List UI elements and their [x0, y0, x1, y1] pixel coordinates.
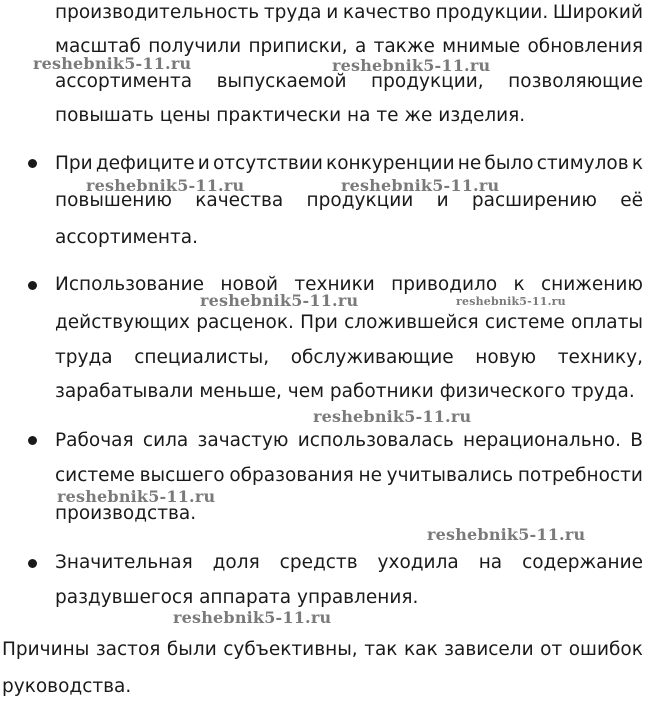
bullet-icon — [28, 559, 37, 568]
word: зачастую — [197, 430, 289, 451]
word: доля — [212, 552, 260, 573]
word: При — [300, 312, 338, 333]
word: сложившейся — [344, 312, 479, 333]
word: специалисты, — [134, 347, 270, 368]
word: качества — [195, 190, 284, 211]
word: техники — [294, 274, 375, 295]
word: Рабочая — [55, 430, 134, 451]
watermark: reshebnik5-11.ru — [86, 176, 245, 195]
word: продукции, — [371, 71, 484, 92]
text-line — [55, 586, 418, 610]
word: снижению — [540, 274, 643, 295]
watermark: reshebnik5-11.ru — [57, 487, 216, 506]
word: субъективны, — [223, 639, 358, 660]
word: застоя — [95, 639, 161, 660]
word: и — [326, 2, 339, 23]
text-line — [55, 104, 525, 128]
word: мнимые — [442, 36, 521, 57]
word: использовалась — [297, 430, 454, 451]
word: обновления — [527, 36, 643, 57]
word: на — [478, 552, 503, 573]
word: позволяющие — [508, 71, 643, 92]
word: ассортимента — [55, 71, 193, 92]
word: стимулов — [536, 153, 629, 174]
word: не — [457, 153, 482, 174]
text-line — [55, 1, 643, 25]
text-line — [55, 226, 198, 250]
word: её — [620, 190, 643, 211]
word: технику, — [557, 347, 643, 368]
word: учитывались — [386, 465, 514, 486]
watermark: reshebnik5-11.ru — [313, 407, 472, 426]
word: продукции. — [435, 2, 549, 23]
word: и — [436, 190, 449, 211]
word: нерационально. — [463, 430, 621, 451]
word: В — [630, 430, 643, 451]
watermark: reshebnik5-11.ru — [173, 608, 332, 627]
word: образования — [229, 465, 354, 486]
word: к — [631, 153, 643, 174]
word: дефиците — [95, 153, 195, 174]
word: масштаб — [55, 36, 141, 57]
word: Использование — [55, 274, 205, 295]
text-line — [55, 464, 643, 488]
watermark: reshebnik5-11.ru — [427, 525, 586, 544]
word: оплаты — [571, 312, 643, 333]
text-line — [55, 311, 643, 335]
word: были — [166, 639, 217, 660]
word: высшего — [139, 465, 225, 486]
word: к — [513, 274, 525, 295]
word: Широкий — [552, 2, 643, 23]
word: расценок. — [196, 312, 294, 333]
word: Причины — [2, 639, 90, 660]
word: отсутствии — [212, 153, 323, 174]
word: конкуренции — [326, 153, 455, 174]
text-line-content: зарабатывали меньше, чем работники физического труда. — [55, 381, 635, 402]
word: ошибок — [568, 639, 643, 660]
word: Значительная — [55, 552, 193, 573]
text-line — [2, 675, 131, 699]
word: было — [484, 153, 534, 174]
word: труда — [263, 2, 322, 23]
word: не — [358, 465, 382, 486]
text-line — [55, 429, 643, 453]
text-line-content: руководства. — [2, 676, 132, 697]
word: продукции — [306, 190, 414, 211]
word: потребности — [517, 465, 643, 486]
word: как — [403, 639, 438, 660]
word: При — [55, 153, 93, 174]
text-line-content: повышать цены практически на те же изделия. — [55, 105, 526, 126]
watermark: reshebnik5-11.ru — [341, 176, 500, 195]
word: содержание — [522, 552, 643, 573]
text-line — [2, 638, 643, 662]
word: уходила — [377, 552, 459, 573]
word: новой — [220, 274, 279, 295]
text-line — [55, 346, 643, 370]
word: средств — [279, 552, 358, 573]
bullet-icon — [28, 159, 37, 168]
word: новую — [475, 347, 537, 368]
text-line-content: производства. — [55, 503, 197, 524]
word: выпускаемой — [216, 71, 347, 92]
word: сила — [142, 430, 189, 451]
text-line-content: раздувшегося аппарата управления. — [55, 587, 419, 608]
watermark: reshebnik5-11.ru — [200, 291, 359, 310]
word: и — [197, 153, 210, 174]
word: получили — [148, 36, 242, 57]
word: действующих — [55, 312, 190, 333]
word: повышению — [55, 190, 172, 211]
word: приписки, — [248, 36, 348, 57]
text-line-content: ассортимента. — [55, 227, 198, 248]
word: так — [364, 639, 398, 660]
word: производительность — [55, 2, 260, 23]
word: приводило — [391, 274, 498, 295]
word: зависели — [444, 639, 534, 660]
word: также — [373, 36, 435, 57]
word: системе — [55, 465, 135, 486]
word: труда — [55, 347, 113, 368]
word: качество — [342, 2, 431, 23]
watermark: reshebnik5-11.ru — [332, 56, 491, 75]
word: расширению — [471, 190, 597, 211]
text-line — [55, 152, 643, 176]
bullet-icon — [28, 281, 37, 290]
text-line — [55, 380, 635, 404]
watermark: reshebnik5-11.ru — [456, 295, 566, 308]
word: обслуживающие — [290, 347, 454, 368]
word: а — [354, 36, 367, 57]
text-line — [55, 551, 643, 575]
word: системе — [484, 312, 565, 333]
watermark: reshebnik5-11.ru — [33, 54, 192, 73]
bullet-icon — [28, 436, 37, 445]
word: от — [540, 639, 563, 660]
